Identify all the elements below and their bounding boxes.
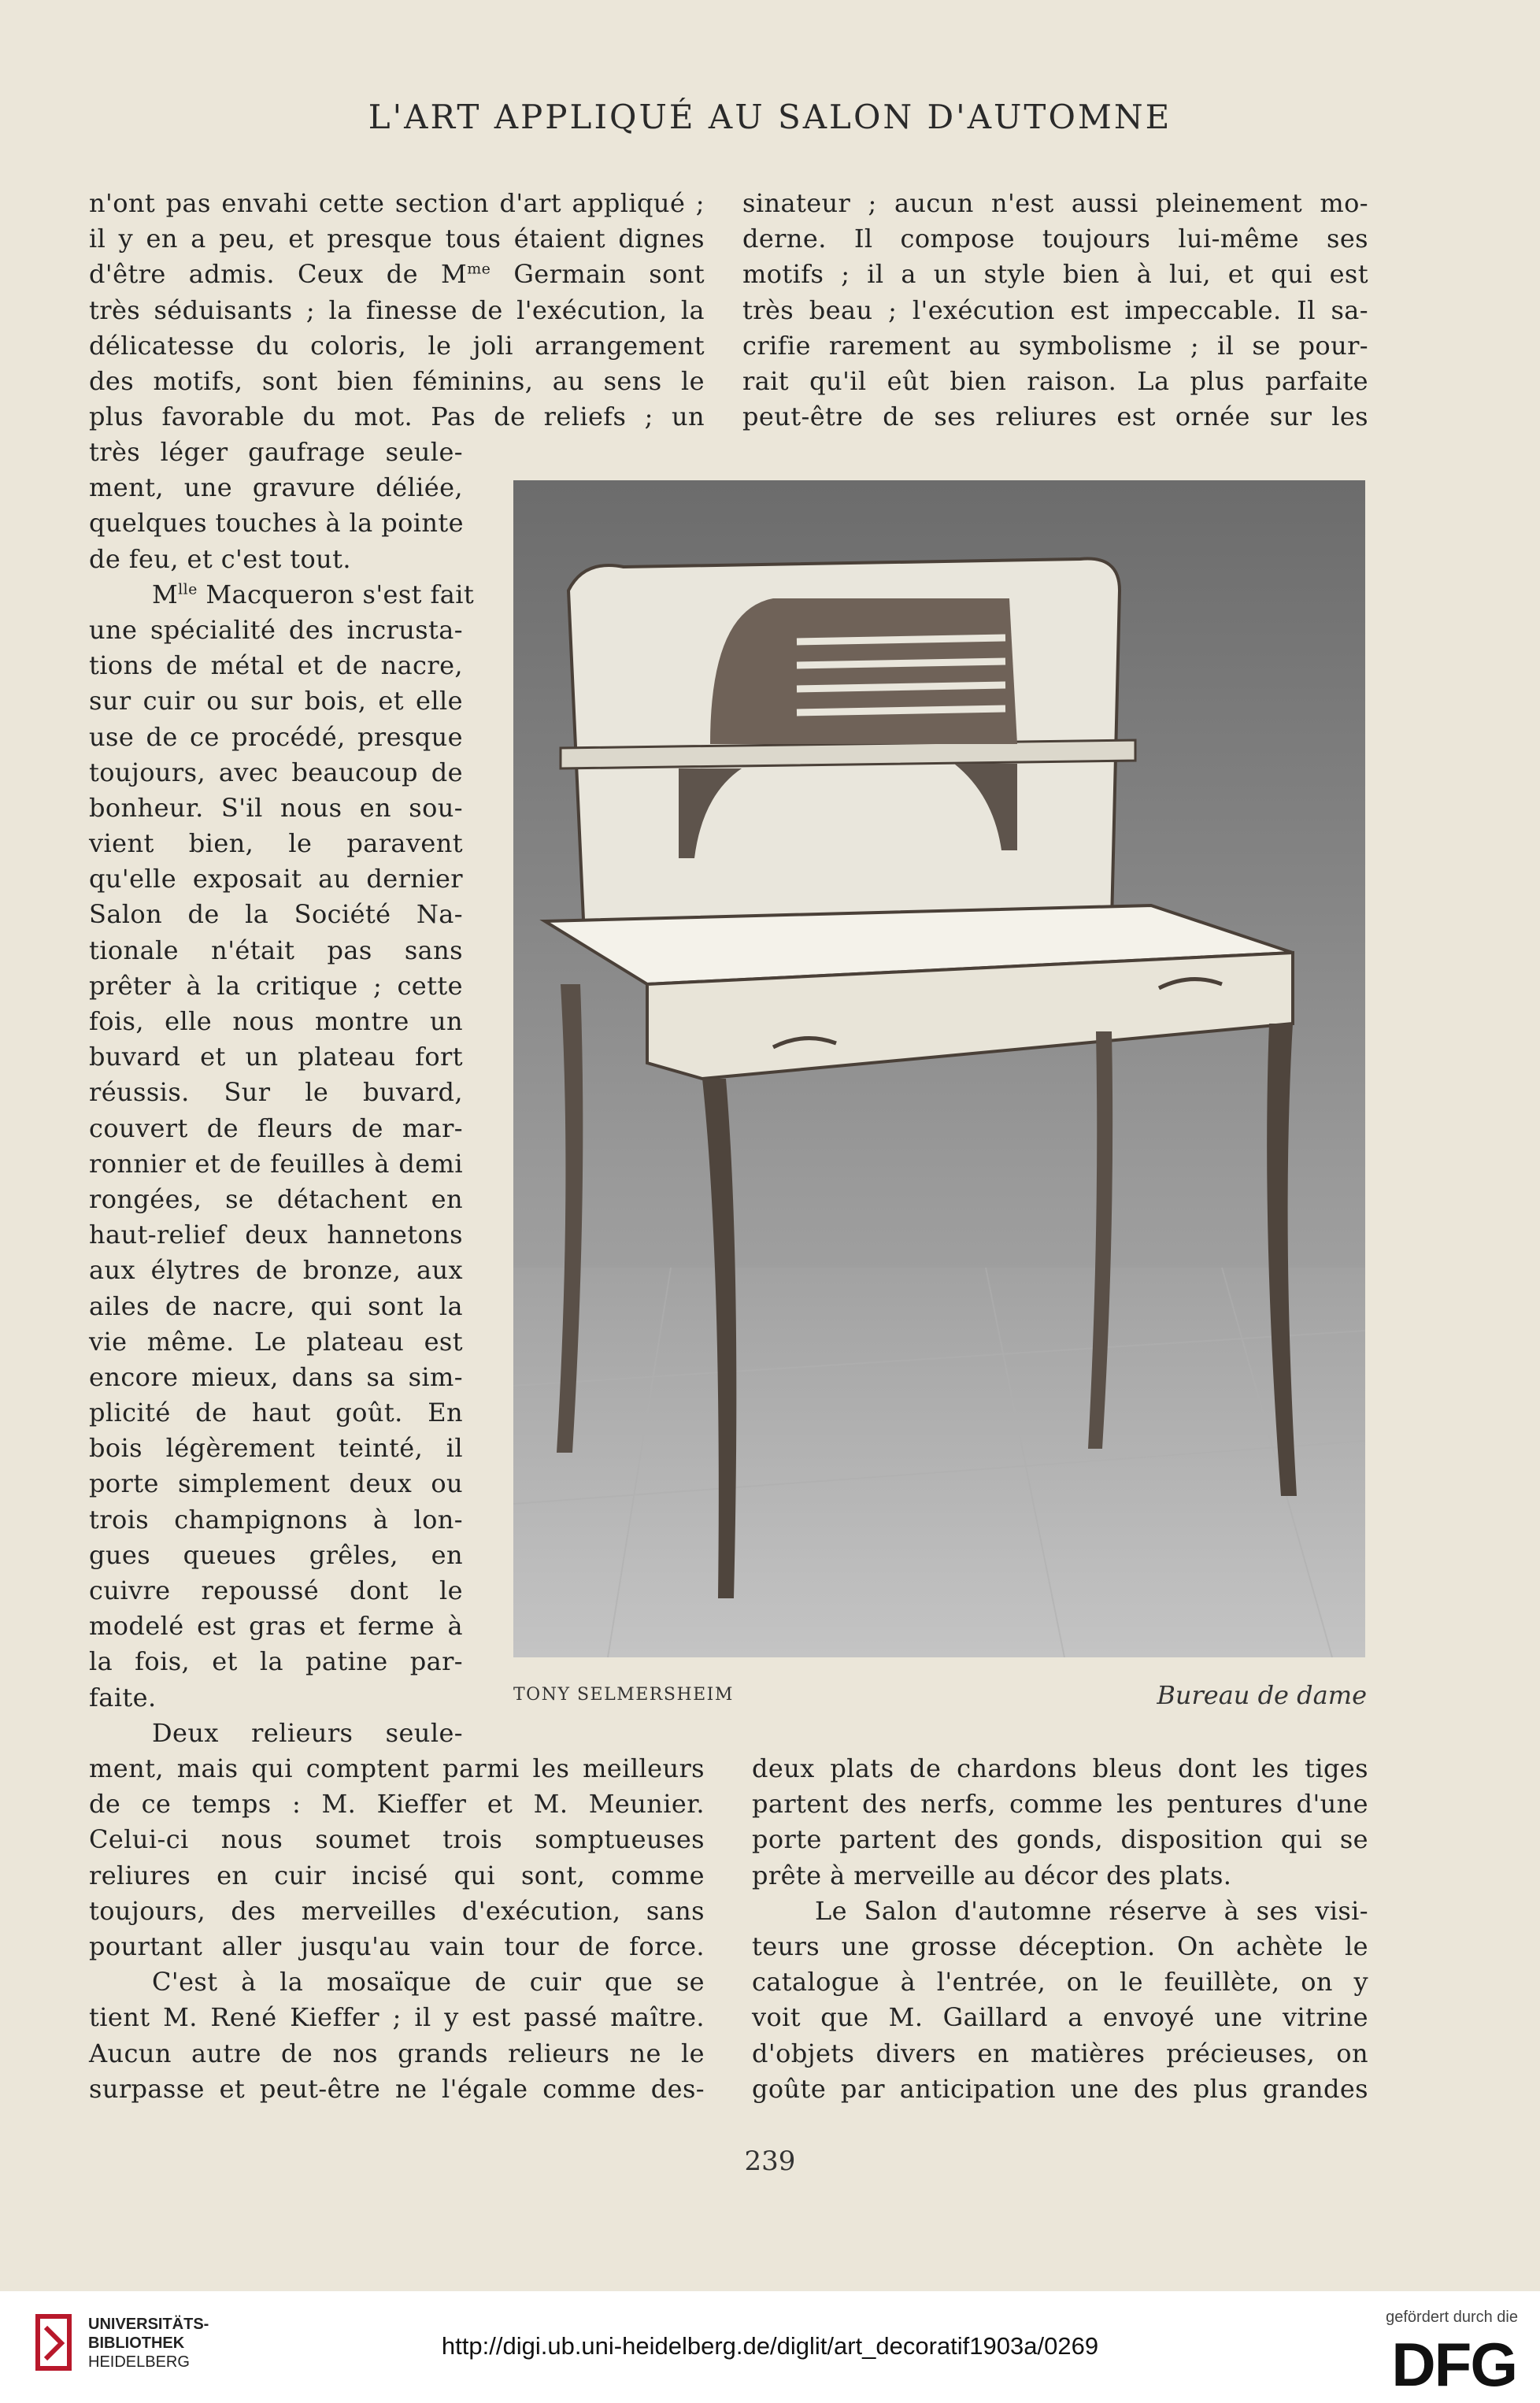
text-line: $M^{lle}$ Macqueron s'est fait	[152, 579, 475, 609]
text-line: porte simplement deux ou	[89, 1468, 463, 1499]
text-line: Celui-ci nous soumet trois somptueuses	[89, 1824, 705, 1855]
text-line: de ce temps : M. Kieffer et M. Meunier.	[89, 1789, 705, 1820]
text-line: la fois, et la patine par-	[89, 1646, 463, 1677]
text-line: toujours, des merveilles d'exécution, sans	[89, 1895, 705, 1926]
text-line: Le Salon d'automne réserve à ses visi-	[815, 1895, 1368, 1926]
left-column-bottom	[89, 1751, 705, 2107]
viewer-footer	[0, 2291, 1540, 2403]
text-line: couvert de fleurs de mar-	[89, 1113, 463, 1143]
text-line: cuivre repoussé dont le	[89, 1575, 463, 1605]
text-line: partent des nerfs, comme les pentures d'une	[752, 1789, 1368, 1820]
text-line: bois légèrement teinté, il	[89, 1433, 463, 1464]
text-line: sur cuir ou sur bois, et elle	[89, 686, 463, 716]
text-line: faite.	[89, 1682, 157, 1712]
text-line: sinateur ; aucun n'est aussi pleinement mo-	[742, 188, 1368, 218]
right-column-top	[742, 186, 1368, 435]
text-line: pourtant aller jusqu'au vain tour de force.	[89, 1931, 705, 1961]
text-line: buvard et un plateau fort	[89, 1042, 463, 1072]
superscript: lle	[178, 580, 198, 598]
text-line: qu'elle exposait au dernier	[89, 864, 463, 894]
furniture-photograph	[513, 480, 1365, 1657]
text-line: reliures en cuir incisé qui sont, comme	[89, 1860, 705, 1890]
text-line: trois champignons à lon-	[89, 1504, 463, 1535]
text-line: très léger gaufrage seule-	[89, 437, 463, 467]
text-line: d'objets divers en matières précieuses, on	[752, 2038, 1368, 2068]
left-column-narrow	[89, 435, 475, 1751]
text-line: bonheur. S'il nous en sou-	[89, 792, 463, 823]
text-line: ronnier et de feuilles à demi	[89, 1148, 463, 1179]
text-line: d'être admis. Ceux de $M^{me}$ Germain sont	[89, 259, 705, 290]
text-line: haut-relief deux hannetons	[89, 1220, 463, 1250]
text-line: derne. Il compose toujours lui-même ses	[742, 224, 1368, 254]
text-line: use de ce procédé, presque	[89, 721, 463, 752]
text-line: vient bien, le paravent	[89, 828, 463, 859]
figure-credit: TONY SELMERSHEIM	[513, 1685, 734, 1705]
permalink-url[interactable]: http://digi.ub.uni-heidelberg.de/diglit/art_decoratif1903a/0269	[441, 2332, 1099, 2360]
text-line: ment, mais qui comptent parmi les meilleurs	[89, 1753, 705, 1783]
text-line: très séduisants ; la finesse de l'exécution, la	[89, 294, 705, 325]
text-line: il y en a peu, et presque tous étaient dignes	[89, 224, 705, 254]
text-line: rongées, se détachent en	[89, 1183, 463, 1214]
text-line: tions de métal et de nacre,	[89, 650, 463, 681]
right-column-bottom	[752, 1751, 1368, 2107]
text-line: tient M. René Kieffer ; il y est passé maître.	[89, 2002, 705, 2033]
text-line: prêter à la critique ; cette	[89, 970, 463, 1001]
text-line: goûte par anticipation une des plus grandes	[752, 2073, 1368, 2104]
text-line: quelques touches à la pointe	[89, 508, 465, 539]
text-line: porte partent des gonds, disposition qui se	[752, 1824, 1368, 1855]
text-line: tionale n'était pas sans	[89, 935, 463, 965]
text-line: aux élytres de bronze, aux	[89, 1255, 463, 1286]
text-line: plus favorable du mot. Pas de reliefs ; un	[89, 402, 705, 432]
dfg-logo: DFG	[1391, 2330, 1516, 2399]
text-line: gues queues grêles, en	[89, 1539, 463, 1570]
text-line: crifie rarement au symbolisme ; il se pour-	[742, 330, 1368, 361]
text-line: réussis. Sur le buvard,	[89, 1077, 463, 1108]
text-line: motifs ; il a un style bien à lui, et qui est	[742, 259, 1368, 290]
text-line: C'est à la mosaïque de cuir que se	[152, 1967, 705, 1998]
floor	[513, 1268, 1365, 1657]
text-line: voit que M. Gaillard a envoyé une vitrine	[752, 2002, 1368, 2033]
text-line: deux plats de chardons bleus dont les tiges	[752, 1753, 1368, 1783]
text-line: plicité de haut goût. En	[89, 1398, 463, 1428]
page-number: 239	[744, 2146, 796, 2177]
text-line: très beau ; l'exécution est impeccable. Il sa-	[742, 294, 1368, 325]
text-line: une spécialité des incrusta-	[89, 614, 463, 645]
text-line: de feu, et c'est tout.	[89, 543, 351, 574]
writing-desk-illustration	[513, 480, 1365, 1657]
text-line: peut-être de ses reliures est ornée sur les	[742, 402, 1368, 432]
text-line: ment, une gravure déliée,	[89, 472, 463, 503]
figure-caption: Bureau de dame	[1157, 1680, 1367, 1710]
text-line: catalogue à l'entrée, on le feuillète, on y	[752, 1967, 1368, 1998]
text-line: modelé est gras et ferme à	[89, 1611, 463, 1642]
text-line: fois, elle nous montre un	[89, 1006, 463, 1036]
library-name: UNIVERSITÄTS- BIBLIOTHEK HEIDELBERG	[88, 2316, 209, 2371]
text-line: Deux relieurs seule-	[152, 1717, 463, 1748]
text-line: toujours, avec beaucoup de	[89, 757, 463, 787]
running-title: L'ART APPLIQUÉ AU SALON D'AUTOMNE	[368, 98, 1172, 136]
text-line: délicatesse du coloris, le joli arrangement	[89, 330, 705, 361]
text-line: Aucun autre de nos grands relieurs ne le	[89, 2038, 705, 2068]
superscript: me	[467, 260, 491, 278]
desk-rolltop	[710, 598, 1017, 744]
text-line: surpasse et peut-être ne l'égale comme des-	[89, 2073, 705, 2104]
left-column-top	[89, 186, 705, 435]
text-line: des motifs, sont bien féminins, au sens le	[89, 365, 705, 396]
funding-note: gefördert durch die	[1386, 2309, 1518, 2326]
text-line: Salon de la Société Na-	[89, 899, 463, 930]
text-line: encore mieux, dans sa sim-	[89, 1361, 463, 1392]
text-line: vie même. Le plateau est	[89, 1326, 463, 1357]
text-line: ailes de nacre, qui sont la	[89, 1290, 463, 1321]
text-line: n'ont pas envahi cette section d'art appliqué ;	[89, 188, 705, 218]
text-line: teurs une grosse déception. On achète le	[752, 1931, 1368, 1961]
text-line: prête à merveille au décor des plats.	[752, 1860, 1232, 1890]
text-line: rait qu'il eût bien raison. La plus parfaite	[742, 365, 1368, 396]
